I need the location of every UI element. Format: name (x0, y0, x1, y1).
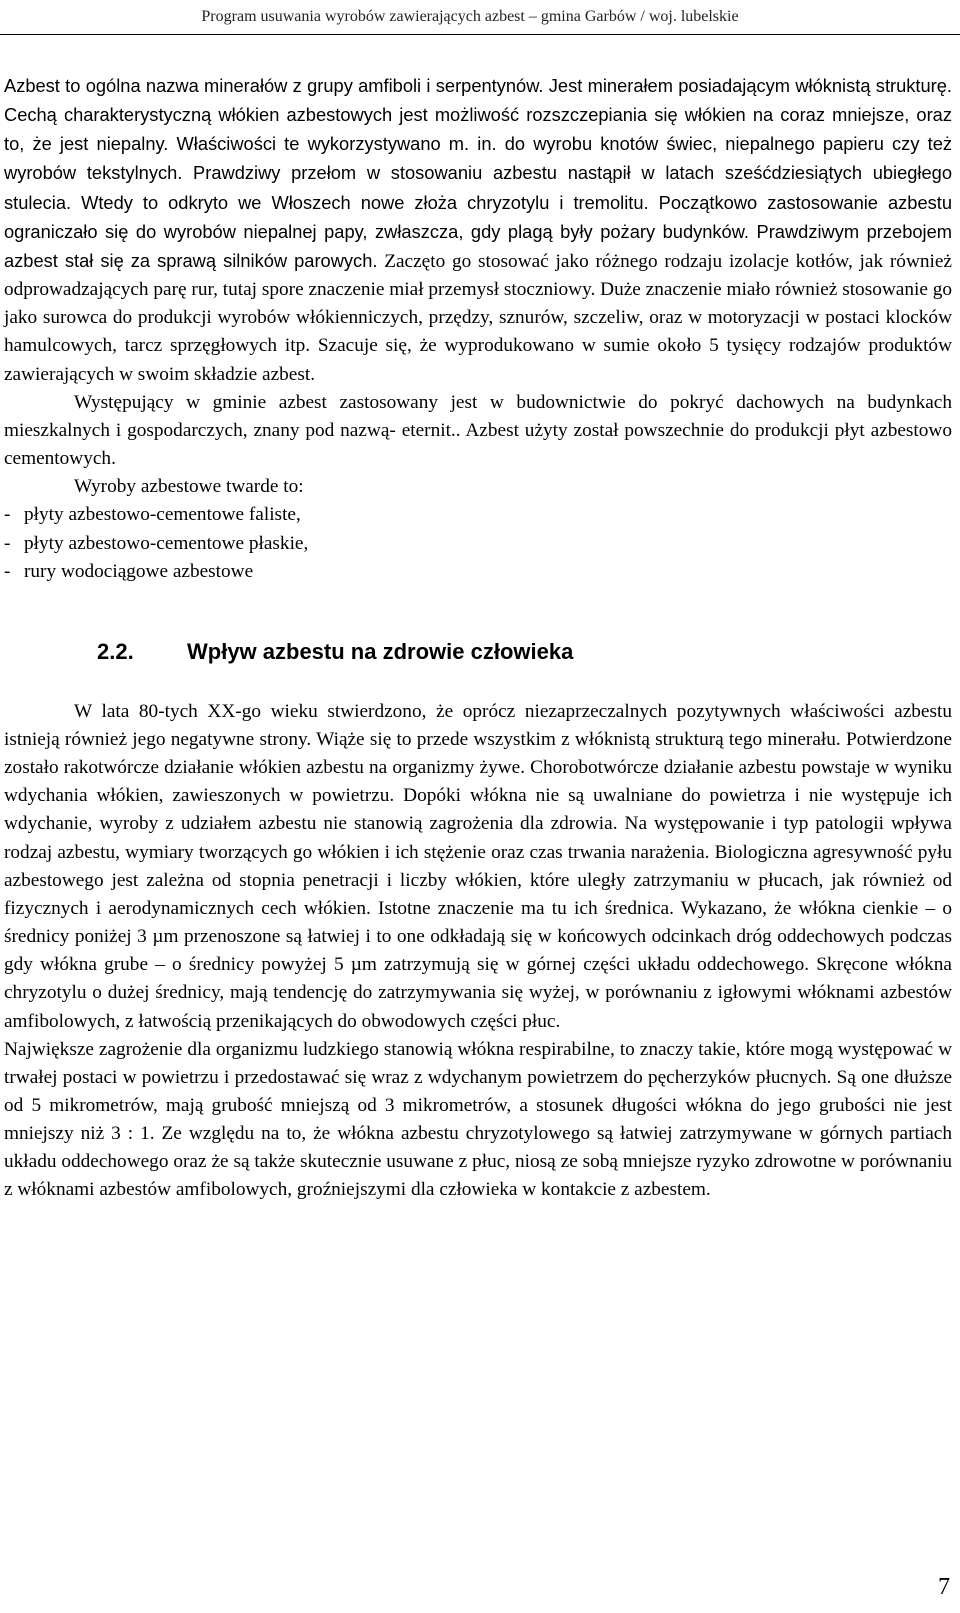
page-header (0, 4, 960, 44)
list-item-text: płyty azbestowo-cementowe płaskie, (24, 532, 309, 554)
page-content (4, 72, 952, 1205)
list-dash: - (4, 560, 11, 582)
section-title: Wpływ azbestu na zdrowie człowieka (187, 638, 574, 664)
list-item (4, 530, 952, 558)
section-number: 2.2. (97, 638, 134, 664)
list-dash: - (4, 504, 11, 526)
section-heading (4, 636, 952, 668)
header-divider (0, 34, 960, 35)
header-title: Program usuwania wyrobów zawierających azbest – gmina Garbów / woj. lubelskie (201, 8, 739, 25)
list-intro: Wyroby azbestowe twarde to: (74, 476, 304, 498)
intro-paragraph (4, 72, 952, 389)
intro-paragraph-serif: Zaczęto go stosować jako różnego rodzaju izolacje kotłów, jak również odprowadzających parę rur, tutaj spore znaczenie miał przemysł stoczniowy. Duże znaczenie miało również stosowanie go jako surowca do produkcji wyrobów włókienniczych, przędzy, sznurów, szczeliw, oraz w motoryzacji w postaci klocków hamulcowych, tarcz sprzęgłowych itp. Szacuje się, że wyprodukowano w sumie około 5 tysięcy rodzajów produktów zawierających w swoim składzie azbest. (4, 250, 952, 385)
health-paragraph-1: W lata 80-tych XX-go wieku stwierdzono, że oprócz niezaprzeczalnych pozytywnych właściwości azbestu istnieją również jego negatywne strony. Wiąże się to przede wszystkim z włóknistą strukturą tego minerału. Potwierdzone zostało rakotwórcze działanie włókien azbestu na organizmy żywe. Chorobotwórcze działanie azbestu powstaje w wyniku wdychania włókien, zawieszonych w powietrzu. Dopóki włókna nie są uwalniane do powietrza i nie występuje ich wdychanie, wyroby z udziałem azbestu nie stanowią zagrożenia dla zdrowia. Na występowanie i typ patologii wpływa rodzaj azbestu, wymiary tworzących go włókien i ich stężenie oraz czas trwania narażenia. Biologiczna agresywność pyłu azbestowego jest zależna od stopnia penetracji i liczby włókien, które uległy zatrzymaniu w płucach, jak również od fizycznych i aerodynamicznych cech włókien. Istotne znaczenie ma tu ich średnica. Wykazano, że włókna cienkie – o średnicy poniżej 3 µm przenoszone są łatwiej i to one odkładają się w końcowych odcinkach dróg oddechowych podczas gdy włókna grube – o średnicy powyżej 5 µm zatrzymują się w górnej części układu oddechowego. Skręcone włókna chryzotylu o dużej średnicy, mają tendencję do zatrzymywania się wyżej, w porównaniu z igłowymi włóknami azbestów amfibolowych, z łatwością przenikających do obwodowych części płuc. (4, 700, 952, 1032)
list-item (4, 558, 952, 586)
page-number: 7 (938, 1574, 950, 1600)
asbestos-products-list (4, 501, 952, 585)
list-dash: - (4, 532, 11, 554)
usage-paragraph: Występujący w gminie azbest zastosowany jest w budownictwie do pokryć dachowych na budynkach mieszkalnych i gospodarczych, znany pod nazwą- eternit.. Azbest użyty został powszechnie do produkcji płyt azbestowo cementowych. (4, 391, 952, 470)
list-item-text: płyty azbestowo-cementowe faliste, (24, 504, 301, 526)
health-paragraph-2: Największe zagrożenie dla organizmu ludzkiego stanowią włókna respirabilne, to znaczy takie, które mogą występować w trwałej postaci w powietrzu i przedostawać się wraz z wdychanym powietrzem do pęcherzyków płucnych. Są one dłuższe od 5 mikrometrów, mają grubość mniejszą od 3 mikrometrów, a stosunek długości włókna do jego grubości nie jest mniejszy niż 3 : 1. Ze względu na to, że włókna azbestu chryzotylowego są łatwiej zatrzymywane w górnych partiach układu oddechowego oraz że są także skutecznie usuwane z płuc, niosą ze sobą mniejsze ryzyko zdrowotne w porównaniu z włóknami azbestów amfibolowych, groźniejszymi dla człowieka w kontakcie z azbestem. (4, 1038, 952, 1201)
list-item-text: rury wodociągowe azbestowe (24, 560, 254, 582)
intro-paragraph-sans: Azbest to ogólna nazwa minerałów z grupy amfiboli i serpentynów. Jest minerałem posiadającym włóknistą strukturę. Cechą charakterystyczną włókien azbestowych jest możliwość rozszczepiania się włókien na coraz mniejsze, oraz to, że jest niepalny. Właściwości te wykorzystywano m. in. do wyrobu knotów świec, niepalnego papieru czy też wyrobów tekstylnych. Prawdziwy przełom w stosowaniu azbestu nastąpił w latach sześćdziesiątych ubiegłego stulecia. Wtedy to odkryto we Włoszech nowe złoża chryzotylu i tremolitu. Początkowo zastosowanie azbestu ograniczało się do wyrobów niepalnej papy, zwłaszcza, gdy plagą były pożary budynków. Prawdziwym przebojem azbest stał się za sprawą silników parowych. (4, 75, 952, 271)
list-item (4, 501, 952, 529)
